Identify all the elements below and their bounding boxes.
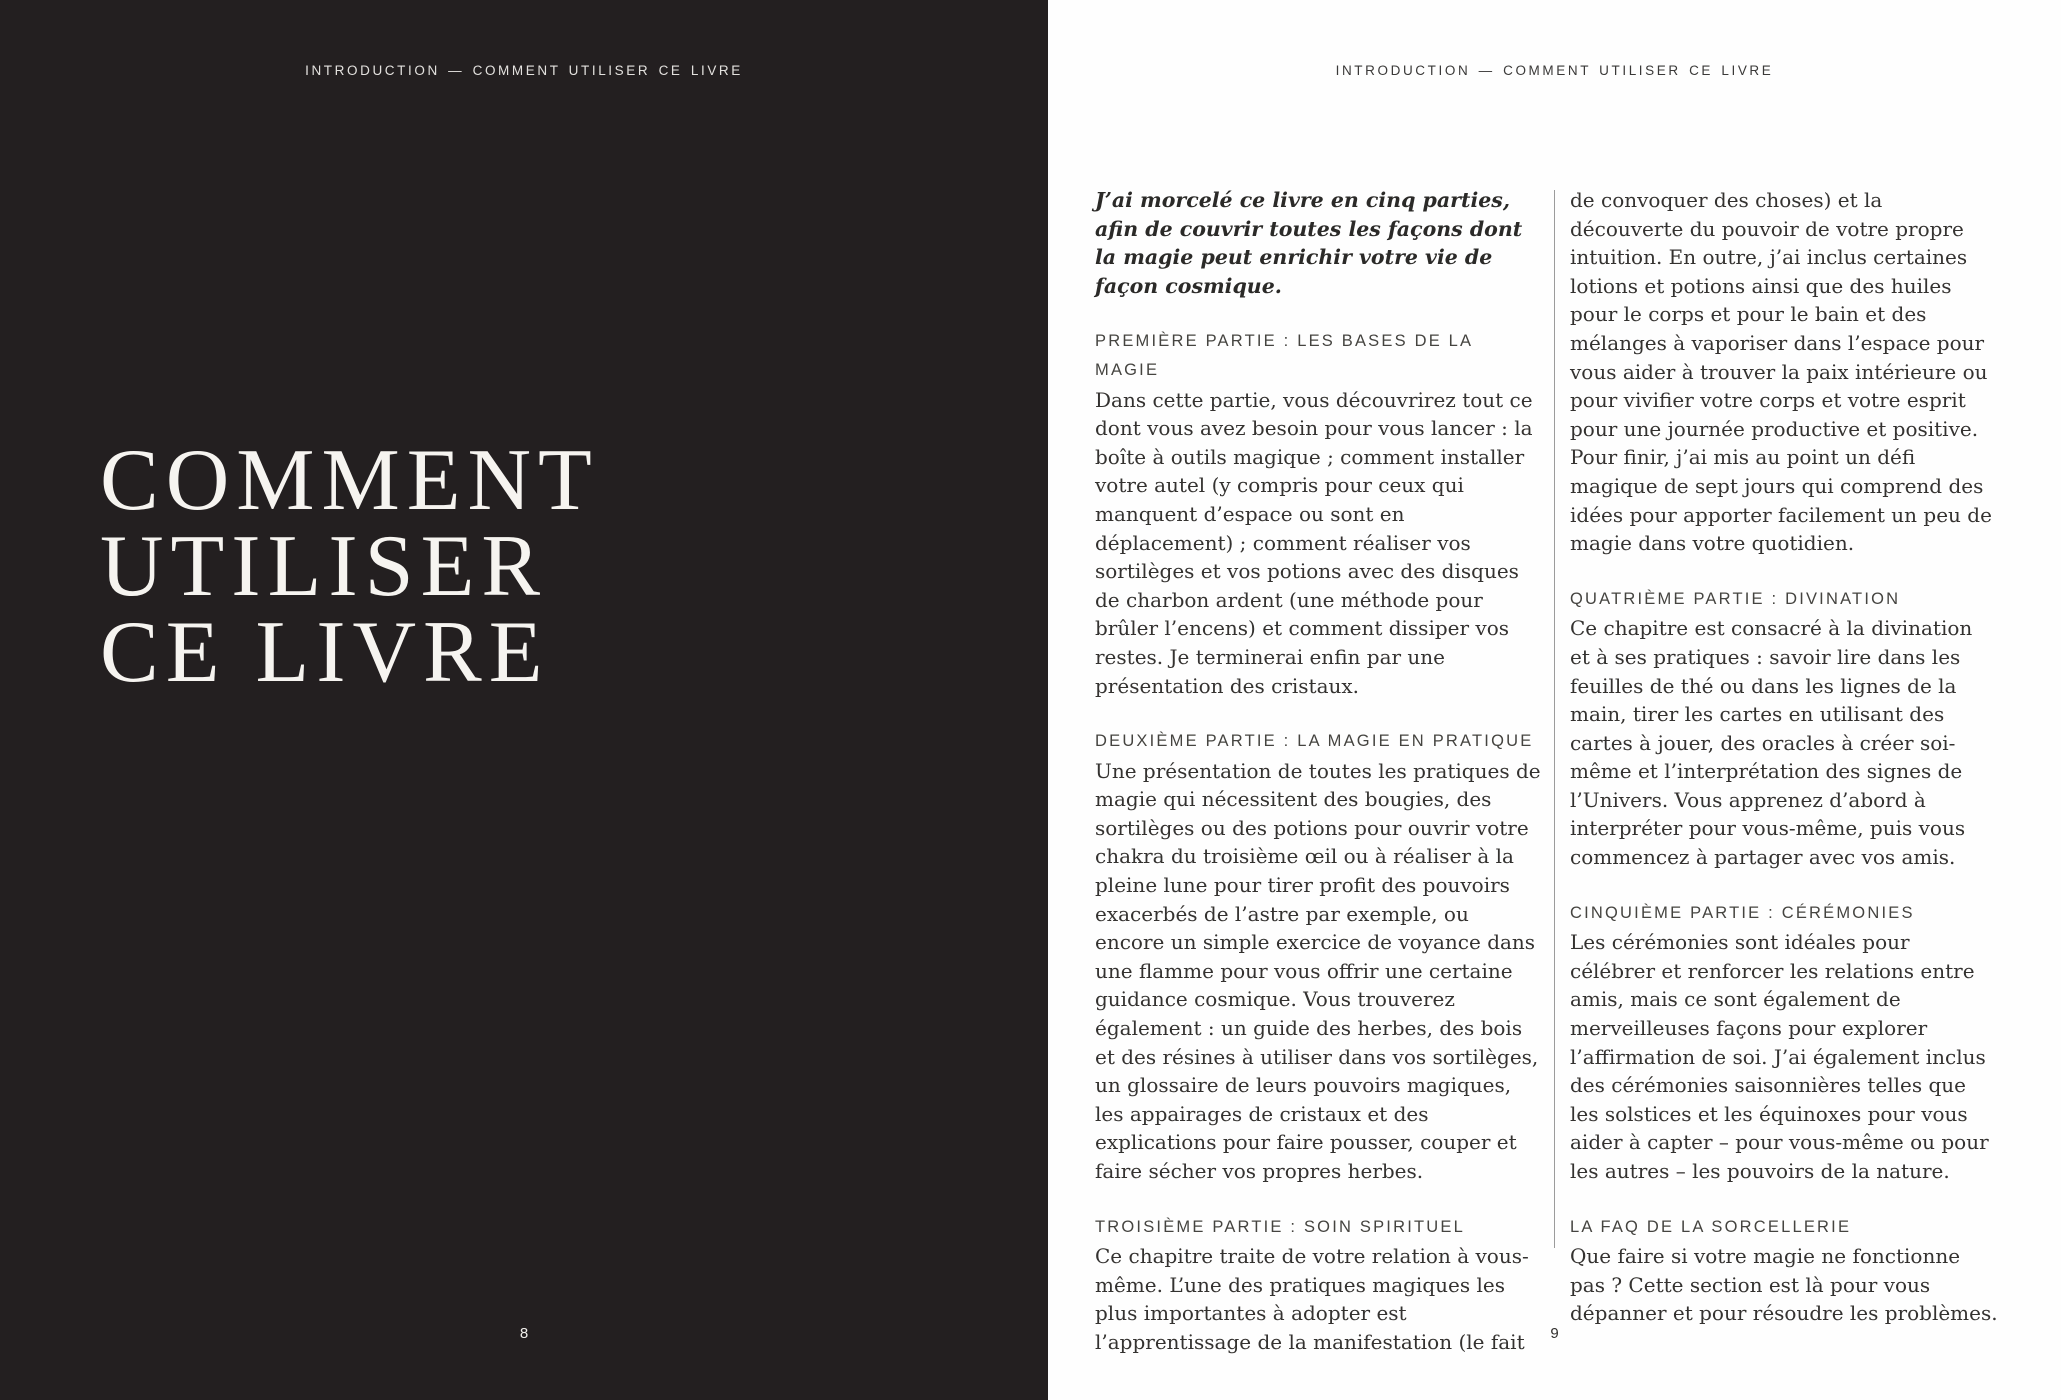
chapter-title-line-1: COMMENT <box>100 432 599 529</box>
left-running-header: INTRODUCTION — COMMENT UTILISER CE LIVRE <box>305 63 743 78</box>
chapter-title-line-2: UTILISER <box>100 518 548 615</box>
section-body-cinquieme-partie: Les cérémonies sont idéales pour célébrer et renforcer les relations entre amis, mais ce sont également de merveilleuses façons pour explorer l’affirmation de soi. J’ai également inclus des cérémonies saisonnières telles que les solstices et les équinoxes pour vous aider à capter – pour vous-même ou pour les autres – les pouvoirs de la nature. <box>1570 930 1989 1183</box>
section-heading-premiere-partie: PREMIÈRE PARTIE : LES BASES DE LA MAGIE <box>1095 332 1473 379</box>
section-body-deuxieme-partie: Une présentation de toutes les pratiques de magie qui nécessitent des bougies, des sortilèges ou des potions pour ouvrir votre chakra du troisième œil ou à réaliser à la pleine lune pour tirer profit des pouvoirs exacerbés de l’astre par exemple, ou encore un simple exercice de voyance dans une flamme pour vous offrir une certaine guidance cosmique. Vous trouverez également : un guide des herbes, des bois et des résines à utiliser dans vos sortilèges, un glossaire de leurs pouvoirs magiques, les appairages de cristaux et des explications pour faire pousser, couper et faire sécher vos propres herbes. <box>1095 758 1541 1183</box>
right-page-number: 9 <box>1550 1325 1559 1342</box>
section-body-faq-sorcellerie: Que faire si votre magie ne fonctionne pas ? Cette section est là pour vous dépanner et pour résoudre les problèmes. <box>1570 1244 1998 1326</box>
chapter-title <box>100 432 599 701</box>
section-heading-cinquieme-partie: CINQUIÈME PARTIE : CÉRÉMONIES <box>1570 903 1915 922</box>
right-page <box>1048 0 2061 1400</box>
body-text-area <box>1095 186 1998 1357</box>
section-body-quatrieme-partie: Ce chapitre est consacré à la divination et à ses pratiques : savoir lire dans les feuilles de thé ou dans les lignes de la main, tirer les cartes en utilisant des cartes à jouer, des oracles à créer soi-même et l’interprétation des signes de l’Univers. Vous apprenez d’abord à interpréter pour vous-même, puis vous commencez à partager avec vos amis. <box>1570 616 1973 870</box>
column-divider <box>1554 190 1555 1248</box>
left-page-number: 8 <box>519 1325 529 1342</box>
right-running-header: INTRODUCTION — COMMENT UTILISER CE LIVRE <box>1335 63 1774 78</box>
text-column-1 <box>1095 186 1541 1357</box>
section-heading-faq-sorcellerie: LA FAQ DE LA SORCELLERIE <box>1570 1217 1852 1236</box>
section-body-troisieme-partie-start: Ce chapitre traite de votre relation à vous-même. L’une des pratiques magiques les plus importantes à adopter est l’apprentissage de la manifestation (le fait <box>1095 1244 1529 1354</box>
section-body-troisieme-partie-continued: de convoquer des choses) et la découverte du pouvoir de votre propre intuition. En outre, j’ai inclus certaines lotions et potions ainsi que des huiles pour le corps et pour le bain et des mélanges à vaporiser dans l’espace pour vous aider à trouver la paix intérieure ou pour vivifier votre corps et votre esprit pour une journée productive et positive. Pour finir, j’ai mis au point un défi magique de sept jours qui comprend des idées pour apporter facilement un peu de magie dans votre quotidien. <box>1570 188 1992 556</box>
text-column-2 <box>1570 186 1998 1357</box>
section-body-premiere-partie: Dans cette partie, vous découvrirez tout ce dont vous avez besoin pour vous lancer : la boîte à outils magique ; comment installer votre autel (y compris pour ceux qui manquent d’espace ou sont en déplacement) ; comment réaliser vos sortilèges et vos potions avec des disques de charbon ardent (une méthode pour brûler l’encens) et comment dissiper vos restes. Je terminerai enfin par une présentation des cristaux. <box>1095 387 1533 698</box>
intro-paragraph: J’ai morcelé ce livre en cinq parties, afin de couvrir toutes les façons dont la magie peut enrichir votre vie de façon cosmique. <box>1095 188 1523 298</box>
section-heading-quatrieme-partie: QUATRIÈME PARTIE : DIVINATION <box>1570 589 1901 608</box>
section-heading-deuxieme-partie: DEUXIÈME PARTIE : LA MAGIE EN PRATIQUE <box>1095 732 1534 751</box>
chapter-title-line-3: CE LIVRE <box>100 604 550 701</box>
section-heading-troisieme-partie: TROISIÈME PARTIE : SOIN SPIRITUEL <box>1095 1217 1465 1236</box>
